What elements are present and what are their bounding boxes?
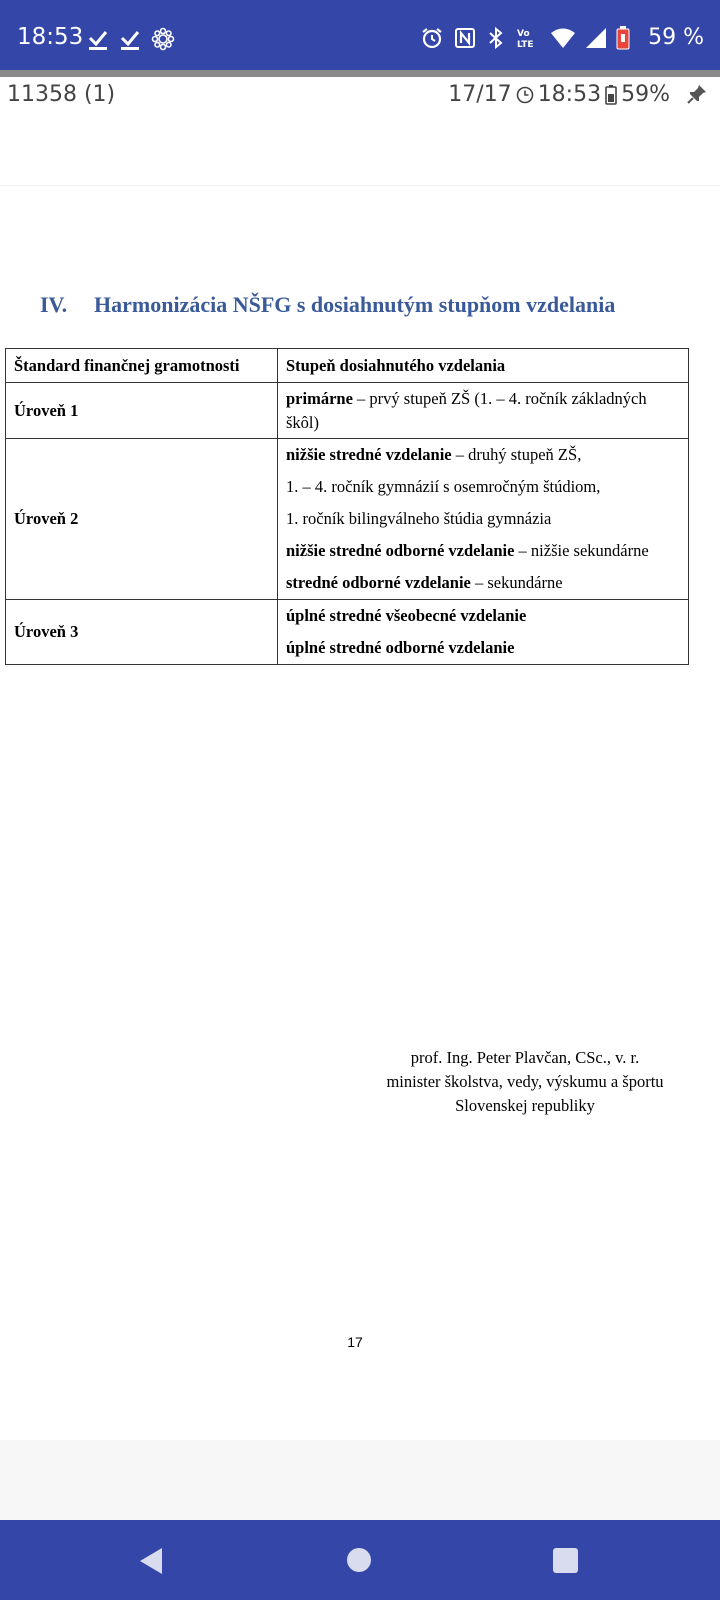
education-desc: 1. ročník bilingválneho štúdia gymnázia [286,509,552,528]
volte-icon [515,26,541,50]
battery-icon [616,26,630,50]
table-row [6,383,689,439]
education-term: úplné stredné odborné vzdelanie [286,638,515,657]
table-cell-education [278,439,689,600]
reader-battery: 59% [621,82,670,107]
table-header-row [6,349,689,383]
alarm-icon [420,26,444,50]
status-time: 18:53 [17,24,84,50]
reader-time: 18:53 [537,82,602,107]
education-desc: – sekundárne [470,573,563,592]
signatory-name: prof. Ing. Peter Plavčan, CSc., v. r. [410,1048,640,1067]
education-term: nižšie stredné odborné vzdelanie [286,541,515,560]
table-row [6,600,689,665]
home-icon[interactable] [347,1548,371,1572]
signature-block [360,1046,690,1118]
table-cell-education [278,383,689,439]
section-title: Harmonizácia NŠFG s dosiahnutým stupňom vzdelania [94,292,616,317]
nfc-icon [453,26,477,50]
table-header-standard: Štandard finančnej gramotnosti [6,349,278,383]
reading-progress-bar [0,70,720,77]
check-icon [119,28,141,50]
education-term: úplné stredné všeobecné vzdelanie [286,606,527,625]
education-desc: – druhý stupeň ZŠ, [451,445,582,464]
svg-text:Vo: Vo [517,29,530,39]
table-header-education: Stupeň dosiahnutého vzdelania [278,349,689,383]
signal-icon [585,27,607,49]
education-term: nižšie stredné vzdelanie [286,445,452,464]
education-term: primárne [286,388,353,408]
education-term: stredné odborné vzdelanie [286,573,471,592]
wifi-icon [550,27,576,49]
page-number: 17 [347,1334,363,1350]
pin-icon[interactable] [686,83,708,105]
battery-percentage: 59 % [648,25,704,50]
check-icon [87,28,109,50]
svg-text:LTE: LTE [517,40,534,50]
education-desc: 1. – 4. ročník gymnázií s osemročným štúdiom, [286,477,601,496]
table-row [6,439,689,600]
status-left-icons [87,27,175,51]
reader-status [448,82,670,107]
battery-small-icon [605,85,617,105]
page-indicator: 17/17 [448,82,512,107]
status-bar [0,0,720,70]
table-cell-level: Úroveň 1 [6,383,278,439]
table-cell-level: Úroveň 2 [6,439,278,600]
back-icon[interactable] [137,1546,165,1576]
settings-flower-icon [151,27,175,51]
reader-header [0,77,720,186]
recents-icon[interactable] [553,1548,578,1573]
education-desc: – nižšie sekundárne [514,541,649,560]
document-page[interactable] [0,186,720,1440]
clock-icon [516,86,534,104]
status-right-icons [420,26,630,50]
file-name[interactable]: 11358 (1) [7,82,116,107]
navigation-bar [0,1520,720,1600]
signatory-country: Slovenskej republiky [455,1096,595,1115]
section-number: IV. [40,292,68,317]
education-levels-table [5,348,689,665]
bluetooth-icon [486,26,506,50]
table-cell-education [278,600,689,665]
section-heading [40,292,615,318]
education-desc: – prvý stupeň ZŠ (1. – 4. ročník základných škôl) [286,388,647,432]
table-cell-level: Úroveň 3 [6,600,278,665]
signatory-position: minister školstva, vedy, výskumu a športu [386,1072,664,1091]
